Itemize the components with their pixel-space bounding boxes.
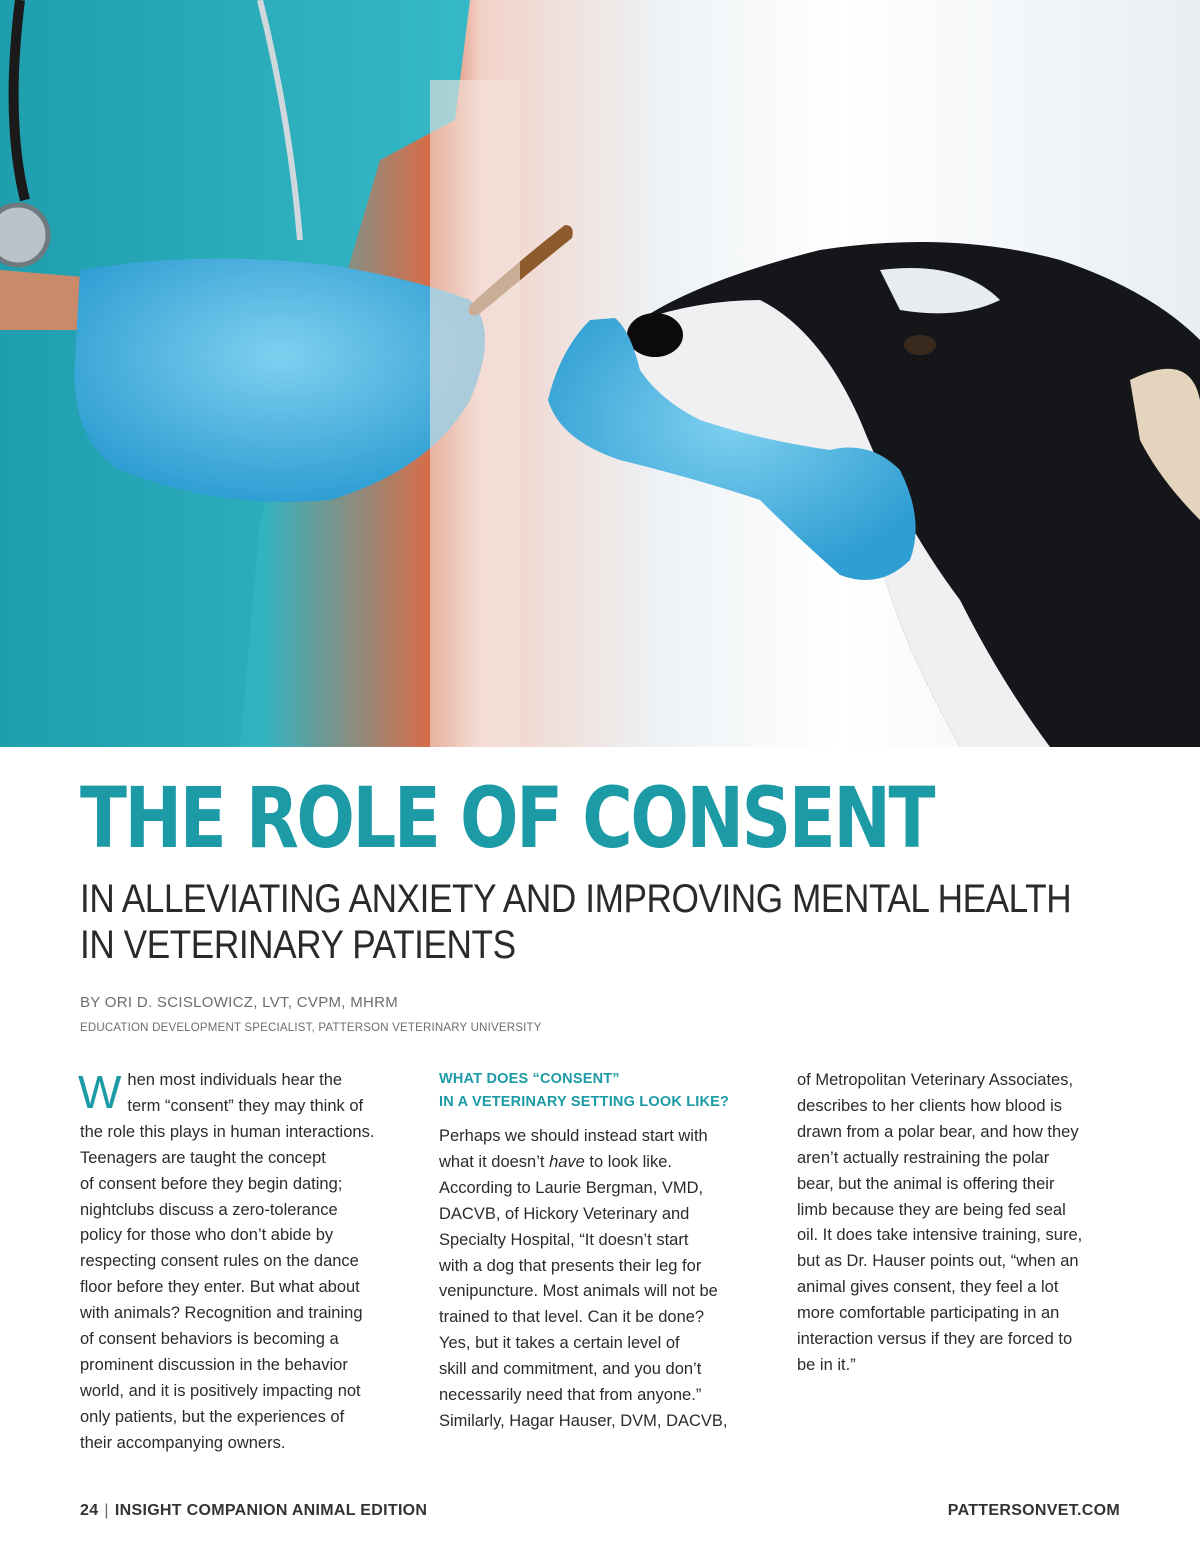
hero-photo xyxy=(0,0,1200,747)
background-blur xyxy=(430,80,520,747)
text-line: be in it.” xyxy=(797,1355,856,1374)
text-line: describes to her clients how blood is xyxy=(797,1096,1063,1115)
text-line-with-emphasis xyxy=(439,1150,769,1176)
text-line: aren’t actually restraining the polar xyxy=(797,1148,1050,1167)
text-line: limb because they are being fed seal xyxy=(797,1200,1066,1219)
body-column-1 xyxy=(80,1068,410,1457)
body-column-2 xyxy=(439,1068,769,1435)
page-footer-left xyxy=(80,1502,427,1520)
body-paragraph xyxy=(80,1068,410,1457)
text-line: animal gives consent, they feel a lot xyxy=(797,1278,1059,1297)
drop-cap: W xyxy=(78,1066,122,1118)
text-line: Perhaps we should instead start with xyxy=(439,1127,708,1145)
left-glove xyxy=(75,259,485,502)
article-title: THE ROLE OF CONSENT xyxy=(80,769,934,867)
text-line: bear, but the animal is offering their xyxy=(797,1174,1055,1193)
dog-eye xyxy=(904,335,936,355)
text-line: skill and commitment, and you don’t xyxy=(439,1360,702,1379)
emphasis-text: have xyxy=(549,1152,585,1171)
heading-line: WHAT DOES “CONSENT” xyxy=(439,1071,620,1087)
text-line: with animals? Recognition and training xyxy=(80,1304,363,1323)
text-line: necessarily need that from anyone.” xyxy=(439,1386,702,1405)
author-byline: BY ORI D. SCISLOWICZ, LVT, CVPM, MHRM xyxy=(80,994,399,1011)
text-line: of consent behaviors is becoming a xyxy=(80,1330,339,1349)
text-line: floor before they enter. But what about xyxy=(80,1278,360,1297)
text-line: nightclubs discuss a zero-tolerance xyxy=(80,1200,338,1219)
vet-and-dog-illustration xyxy=(0,0,1200,747)
text-fragment: to look like. xyxy=(584,1152,672,1171)
section-heading xyxy=(439,1068,769,1114)
body-paragraph xyxy=(439,1124,769,1435)
publication-name: INSIGHT COMPANION ANIMAL EDITION xyxy=(114,1502,428,1519)
text-line: with a dog that presents their leg for xyxy=(439,1256,702,1275)
text-line: Similarly, Hagar Hauser, DVM, DACVB, xyxy=(439,1411,728,1430)
article-subtitle xyxy=(80,876,1072,968)
body-column-3 xyxy=(797,1068,1127,1379)
dog-nose xyxy=(627,313,683,357)
text-line: trained to that level. Can it be done? xyxy=(439,1308,705,1327)
author-role: EDUCATION DEVELOPMENT SPECIALIST, PATTERSON VETERINARY UNIVERSITY xyxy=(80,1022,542,1034)
text-line: policy for those who don’t abide by xyxy=(80,1226,334,1245)
text-line: Specialty Hospital, “It doesn’t start xyxy=(439,1230,689,1249)
text-line: term “consent” they may think of xyxy=(127,1096,364,1115)
body-paragraph xyxy=(797,1068,1127,1379)
website-link[interactable]: PATTERSONVET.COM xyxy=(947,1502,1120,1519)
stethoscope-chestpiece xyxy=(0,205,48,265)
text-line: prominent discussion in the behavior xyxy=(80,1355,348,1374)
text-line: Yes, but it takes a certain level of xyxy=(439,1334,680,1353)
text-line: Teenagers are taught the concept xyxy=(80,1148,326,1167)
text-line: DACVB, of Hickory Veterinary and xyxy=(439,1204,690,1223)
subtitle-line: IN ALLEVIATING ANXIETY AND IMPROVING MENTAL HEALTH xyxy=(80,877,1072,921)
text-line: the role this plays in human interactions. xyxy=(80,1122,375,1141)
text-line: world, and it is positively impacting not xyxy=(80,1381,361,1400)
text-line: more comfortable participating in an xyxy=(797,1304,1060,1323)
page-number: 24 xyxy=(80,1502,99,1519)
text-line: hen most individuals hear the xyxy=(127,1071,343,1089)
text-line: of Metropolitan Veterinary Associates, xyxy=(797,1071,1074,1089)
text-line: of consent before they begin dating; xyxy=(80,1174,343,1193)
text-line: respecting consent rules on the dance xyxy=(80,1252,359,1271)
text-line: drawn from a polar bear, and how they xyxy=(797,1122,1079,1141)
text-line: oil. It does take intensive training, sure, xyxy=(797,1226,1083,1245)
text-line: venipuncture. Most animals will not be xyxy=(439,1282,718,1301)
subtitle-line: IN VETERINARY PATIENTS xyxy=(80,923,516,967)
text-fragment: what it doesn’t xyxy=(439,1152,550,1171)
heading-line: IN A VETERINARY SETTING LOOK LIKE? xyxy=(439,1094,730,1110)
text-line: their accompanying owners. xyxy=(80,1433,286,1452)
footer-separator: | xyxy=(104,1502,109,1519)
text-line: interaction versus if they are forced to xyxy=(797,1330,1073,1349)
text-line: only patients, but the experiences of xyxy=(80,1407,345,1426)
text-line: but as Dr. Hauser points out, “when an xyxy=(797,1252,1079,1271)
text-line: According to Laurie Bergman, VMD, xyxy=(439,1178,704,1197)
